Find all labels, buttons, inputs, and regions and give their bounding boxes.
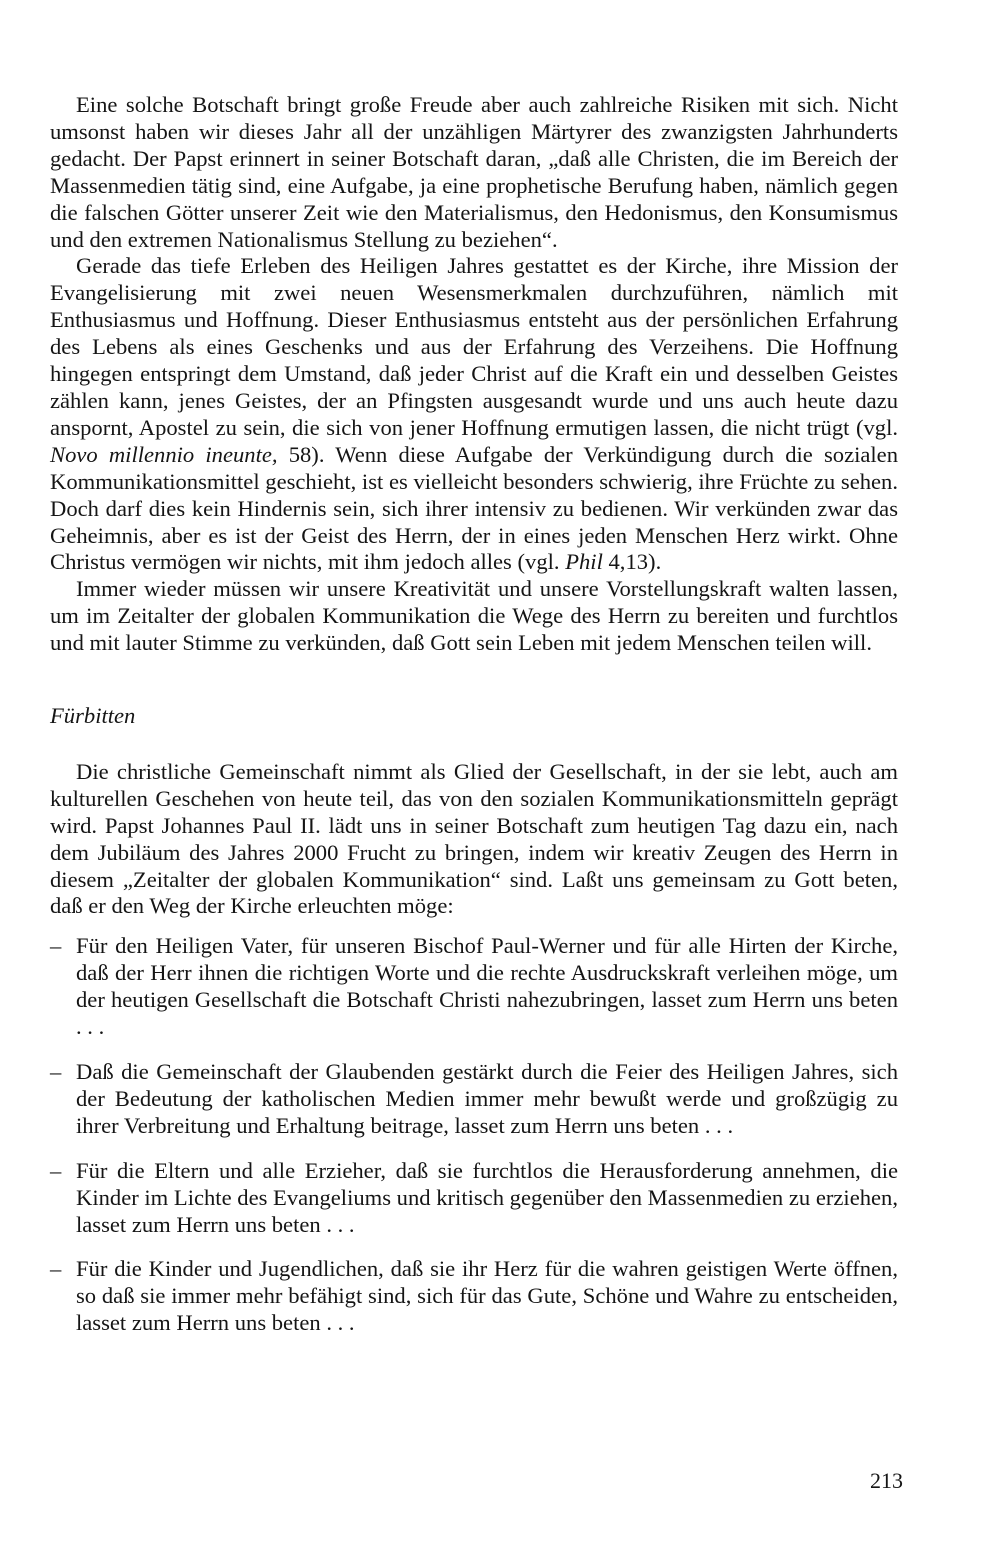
paragraph-text: 58). Wenn diese Aufgabe der Verkündigung durch die sozialen Kommunikationsmittel geschieht, ist es vielleicht besonders schwierig, ihre Früchte zu sehen. Doch darf dies kein Hindernis sein, sich ihrer intensiv zu bedienen. Wir verkünden zwar das Geheimnis, aber es ist der Geist des Herrn, der in eines jeden Menschen Herz wirkt. Ohne Christus vermögen wir nichts, mit ihm jedoch alles (vgl.: [50, 441, 899, 575]
page-body: [50, 92, 898, 1355]
petition-text: Für die Kinder und Jugendlichen, daß sie ihr Herz für die wahren geistigen Werte öffnen, so daß sie immer mehr befähigt sind, sich für das Gute, Schöne und Wahre zu entscheiden, lasset zum Herrn uns beten . . .: [76, 1256, 898, 1336]
dash-marker: –: [50, 1059, 62, 1084]
citation-novo-millennio: Novo millennio ineunte,: [50, 441, 278, 467]
paragraph-creativity: Immer wieder müssen wir unsere Kreativität und unsere Vorstellungskraft walten lassen, um im Zeitalter der globalen Kommunikation die Wege des Herrn zu bereiten und furchtlos und mit lauter Stimme zu verkünden, daß Gott sein Leben mit jedem Menschen teilen will.: [50, 576, 898, 656]
paragraph-text: 4,13).: [602, 549, 662, 575]
citation-phil: Phil: [565, 549, 603, 575]
dash-marker: –: [50, 933, 62, 959]
paragraph-enthusiasm-hope: [50, 253, 898, 576]
section-heading: Fürbitten: [50, 703, 136, 729]
petition-item: [50, 1059, 898, 1140]
petition-text: Daß die Gemeinschaft der Glaubenden gestärkt durch die Feier des Heiligen Jahres, sich der Bedeutung der katholischen Medien immer mehr bewußt werde und großzügig zu ihrer Verbreitung und Erhaltung beitrage, lasset zum Herrn uns beten . . .: [76, 1059, 898, 1138]
petition-item: [50, 933, 898, 1041]
petition-item: [50, 1256, 898, 1337]
petition-text: Für den Heiligen Vater, für unseren Bischof Paul-Werner und für alle Hirten der Kirche, daß der Herr ihnen die richtigen Worte und die rechte Ausdruckskraft verleihen möge, um der heutigen Gesellschaft die Botschaft Christi nahezubringen, lasset zum Herrn uns beten . . .: [76, 933, 898, 1040]
paragraph-text: Gerade das tiefe Erleben des Heiligen Jahres gestattet es der Kirche, ihre Mission der Evangelisierung mit zwei neuen Wesensmerkmalen durchzuführen, nämlich mit Enthusiasmus und Hoffnung. Dieser Enthusiasmus entsteht aus der persönlichen Erfahrung des Lebens als eines Geschenks und aus der Erfahrung des Verzeihens. Die Hoffnung hingegen entspringt dem Umstand, daß jeder Christ auf die Kraft ein und desselben Geistes zählen kann, jenes Geistes, der an Pfingsten ausgesandt wurde und uns auch heute dazu anspornt, Apostel zu sein, die sich von jener Hoffnung ermutigen lassen, die nicht trügt (vgl.: [50, 253, 898, 440]
petition-list: [50, 933, 898, 1337]
petition-item: [50, 1158, 898, 1239]
dash-marker: –: [50, 1256, 62, 1282]
intercessions-intro: Die christliche Gemeinschaft nimmt als Glied der Gesellschaft, in der sie lebt, auch am kulturellen Geschehen von heute teil, das von den sozialen Kommunikationsmitteln geprägt wird. Papst Johannes Paul II. lädt uns in seiner Botschaft zum heutigen Tag dazu ein, nach dem Jubiläum des Jahres 2000 Frucht zu bringen, indem wir kreativ Zeugen des Herrn in diesem „Zeitalter der globalen Kommunikation“ sind. Laßt uns gemeinsam zu Gott beten, daß er den Weg der Kirche erleuchten möge:: [50, 758, 898, 919]
dash-marker: –: [50, 1157, 62, 1183]
paragraph-risks: Eine solche Botschaft bringt große Freude aber auch zahlreiche Risiken mit sich. Nicht umsonst haben wir dieses Jahr all der unzähligen Märtyrer des zwanzigsten Jahrhunderts gedacht. Der Papst erinnert in seiner Botschaft daran, „daß alle Christen, die im Bereich der Massenmedien tätig sind, eine Aufgabe, ja eine prophetische Berufung haben, nämlich gegen die falschen Götter unserer Zeit wie den Materialismus, den Hedonismus, den Konsumismus und den extremen Nationalismus Stellung zu beziehen“.: [50, 92, 898, 252]
petition-text: Für die Eltern und alle Erzieher, daß sie furchtlos die Herausforderung annehmen, die Kinder im Lichte des Evangeliums und kritisch gegenüber den Massenmedien zu erziehen, lasset zum Herrn uns beten . . .: [76, 1157, 898, 1237]
page-number: 213: [870, 1468, 903, 1493]
